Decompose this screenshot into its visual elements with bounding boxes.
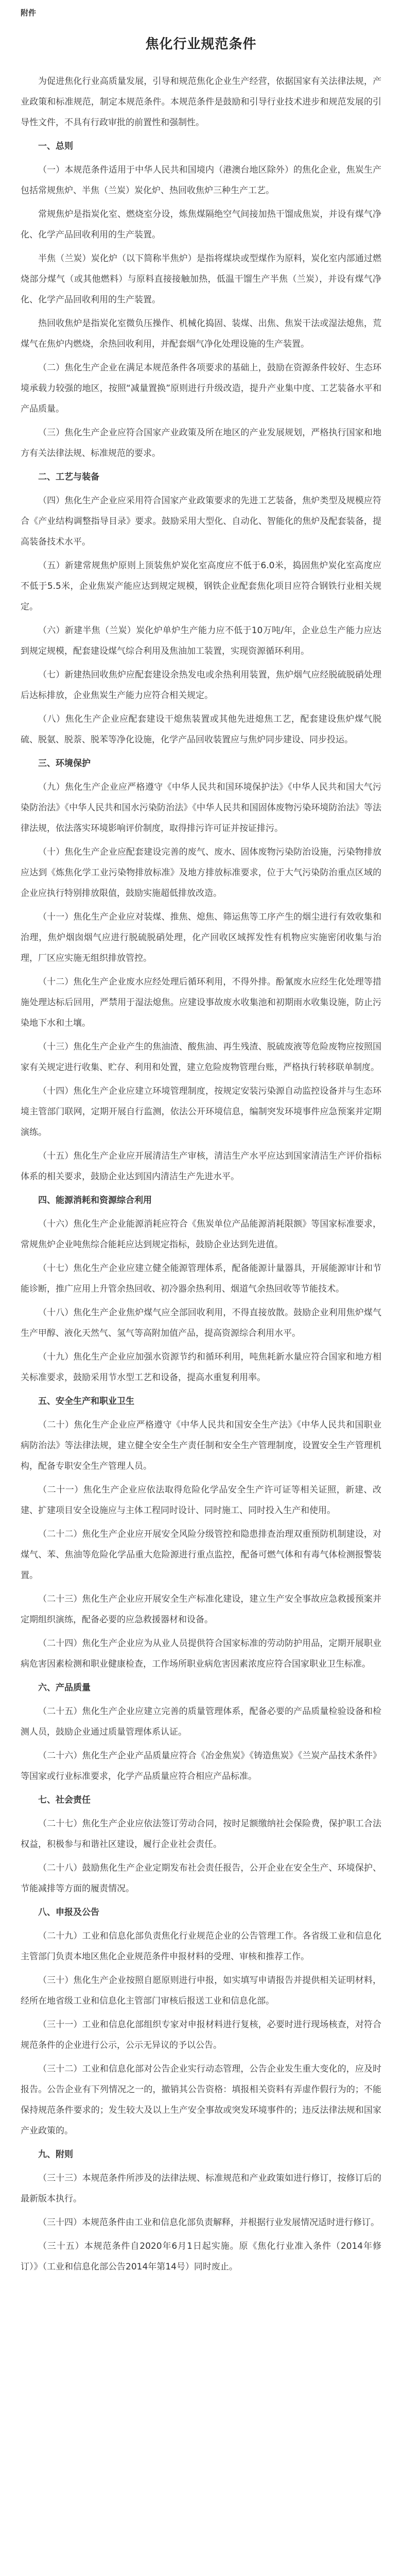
- paragraph: （十四）焦化生产企业应建立环境管理制度，按规定安装污染源自动监控设备并与生态环境主管部门联网，定期开展自行监测，依法公开环境信息，编制突发环境事件应急预案并定期演练。: [21, 1086, 381, 1138]
- paragraph: （三十）焦化生产企业按照自愿原则进行申报，如实填写申请报告并提供相关证明材料，经所在地省级工业和信息化主管部门审核后报送工业和信息化部。: [21, 1975, 381, 2006]
- section-heading: 六、产品质量: [38, 1683, 91, 1693]
- paragraph: （二十八）鼓励焦化生产企业定期发布社会责任报告，公开企业在安全生产、环境保护、节能减排等方面的履责情况。: [21, 1863, 381, 1894]
- paragraph: （七）新建热回收焦炉应配套建设余热发电或余热利用装置，焦炉烟气应经脱硫脱硝处理后达标排放，企业焦炭生产能力应符合相关规定。: [21, 670, 381, 701]
- paragraph: （六）新建半焦（兰炭）炭化炉单炉生产能力应不低于10万吨/年，企业总生产能力应达到规定规模，配套建设煤气综合利用及焦油加工装置，实现资源循环利用。: [21, 625, 381, 656]
- paragraph: （十）焦化生产企业应配套建设完善的废气、废水、固体废物污染防治设施，污染物排放应达到《炼焦化学工业污染物排放标准》及地方排放标准要求，位于大气污染防治重点区域的企业应执行特别排放限值，鼓励实施超低排放改造。: [21, 847, 381, 899]
- section-heading: 九、附则: [38, 2149, 73, 2160]
- document-body: [21, 71, 381, 2277]
- section-heading: 七、社会责任: [38, 1795, 91, 1805]
- paragraph: （三十二）工业和信息化部对公告企业实行动态管理，公告企业发生重大变化的，应及时报告。公告企业有下列情况之一的，撤销其公告资格：填报相关资料有弄虚作假行为的；不能保持规范条件要求的；发生较大及以上生产安全事故或突发环境事件的；违反法律法规和国家产业政策的。: [21, 2064, 381, 2136]
- paragraph: 半焦（兰炭）炭化炉（以下简称半焦炉）是指将煤块或型煤作为原料，炭化室内部通过燃烧部分煤气（或其他燃料）与原料直接接触加热，低温干馏生产半焦（兰炭），并设有煤气净化、化学产品回收利用的生产装置。: [21, 253, 381, 305]
- paragraph: （十六）焦化生产企业能源消耗应符合《焦炭单位产品能源消耗限额》等国家标准要求，常规焦炉企业吨焦综合能耗应达到规定指标，鼓励企业达到先进值。: [21, 1219, 381, 1250]
- paragraph: （四）焦化生产企业应采用符合国家产业政策要求的先进工艺装备，焦炉类型及规模应符合《产业结构调整指导目录》要求。鼓励采用大型化、自动化、智能化的焦炉及配套装备，提高装备技术水平。: [21, 496, 381, 547]
- paragraph: （二十四）焦化生产企业应为从业人员提供符合国家标准的劳动防护用品，定期开展职业病危害因素检测和职业健康检查，工作场所职业病危害因素浓度应符合国家职业卫生标准。: [21, 1638, 381, 1669]
- paragraph: （二十五）焦化生产企业应建立完善的质量管理体系，配备必要的产品质量检验设备和检测人员，鼓励企业通过质量管理体系认证。: [21, 1706, 381, 1737]
- paragraph: （二十七）焦化生产企业应依法签订劳动合同，按时足额缴纳社会保险费，保护职工合法权益，积极参与和谐社区建设，履行企业社会责任。: [21, 1819, 381, 1850]
- document-title: 焦化行业规范条件: [145, 37, 257, 52]
- paragraph: （三十三）本规范条件所涉及的法律法规、标准规范和产业政策如进行修订，按修订后的最新版本执行。: [21, 2173, 381, 2204]
- paragraph: （十一）焦化生产企业应对装煤、推焦、熄焦、筛运焦等工序产生的烟尘进行有效收集和治理，焦炉烟囱烟气应进行脱硫脱硝处理，化产回收区域挥发性有机物应实施密闭收集与治理，厂区应实施无组织排放管控。: [21, 912, 381, 963]
- section-heading: 四、能源消耗和资源综合利用: [38, 1195, 152, 1206]
- section-heading: 一、总则: [38, 141, 73, 151]
- paragraph: （二十九）工业和信息化部负责焦化行业规范企业的公告管理工作。各省级工业和信息化主管部门负责本地区焦化企业规范条件申报材料的受理、审核和推荐工作。: [21, 1931, 381, 1962]
- paragraph: （二十二）焦化生产企业应开展安全风险分级管控和隐患排查治理双重预防机制建设，对煤气、苯、焦油等危险化学品重大危险源进行重点监控，配备可燃气体和有毒气体检测报警装置。: [21, 1529, 381, 1581]
- section-heading: 八、申报及公告: [38, 1907, 99, 1918]
- paragraph: （十二）焦化生产企业废水应经处理后循环利用，不得外排。酚氰废水应经生化处理等措施处理达标后回用，严禁用于湿法熄焦。应建设事故废水收集池和初期雨水收集设施，防止污染地下水和土壤。: [21, 977, 381, 1028]
- paragraph: （三十五）本规范条件自2020年6月1日起实施。原《焦化行业准入条件（2014年修订）》（工业和信息化部公告2014年第14号）同时废止。: [21, 2241, 381, 2272]
- paragraph: （十七）焦化生产企业应建立健全能源管理体系，配备能源计量器具，开展能源审计和节能诊断，推广应用上升管余热回收、初冷器余热利用、烟道气余热回收等节能技术。: [21, 1263, 381, 1294]
- paragraph: （九）焦化生产企业应严格遵守《中华人民共和国环境保护法》《中华人民共和国大气污染防治法》《中华人民共和国水污染防治法》《中华人民共和国固体废物污染环境防治法》等法律法规，依法落实环境影响评价制度，取得排污许可证并按证排污。: [21, 782, 381, 834]
- paragraph: （二十）焦化生产企业应严格遵守《中华人民共和国安全生产法》《中华人民共和国职业病防治法》等法律法规，建立健全安全生产责任制和安全生产管理制度，设置安全生产管理机构，配备专职安全生产管理人员。: [21, 1420, 381, 1471]
- paragraph: （二十六）焦化生产企业产品质量应符合《冶金焦炭》《铸造焦炭》《兰炭产品技术条件》等国家或行业标准要求，化学产品质量应符合相应产品标准。: [21, 1751, 381, 1782]
- paragraph: 为促进焦化行业高质量发展，引导和规范焦化企业生产经营，依据国家有关法律法规，产业政策和标准规范，制定本规范条件。本规范条件是鼓励和引导行业技术进步和规范发展的引导性文件，不具有行政审批的前置性和强制性。: [21, 76, 381, 128]
- paragraph: （十三）焦化生产企业产生的焦油渣、酸焦油、再生残渣、脱硫废液等危险废物应按照国家有关规定进行收集、贮存、利用和处置，建立危险废物管理台账，严格执行转移联单制度。: [21, 1042, 381, 1073]
- section-heading: 二、工艺与装备: [38, 472, 99, 482]
- paragraph: （二十三）焦化生产企业应开展安全生产标准化建设，建立生产安全事故应急救援预案并定期组织演练，配备必要的应急救援器材和设备。: [21, 1594, 381, 1625]
- paragraph: （八）焦化生产企业应配套建设干熄焦装置或其他先进熄焦工艺，配套建设焦炉煤气脱硫、脱氨、脱萘、脱苯等净化设施，化学产品回收装置应与焦炉同步建设、同步投运。: [21, 714, 381, 745]
- section-heading: 五、安全生产和职业卫生: [38, 1396, 134, 1406]
- paragraph: （三十四）本规范条件由工业和信息化部负责解释，并根据行业发展情况适时进行修订。: [38, 2217, 379, 2228]
- paragraph: （三）焦化生产企业应符合国家产业政策及所在地区的产业发展规划，严格执行国家和地方有关法律法规、标准规范的要求。: [21, 428, 381, 459]
- paragraph: （三十一）工业和信息化部组织专家对申报材料进行复核，必要时进行现场核查，对符合规范条件的企业进行公示，公示无异议的予以公告。: [21, 2020, 381, 2050]
- section-heading: 三、环境保护: [38, 758, 91, 769]
- paragraph: （二）焦化生产企业在满足本规范条件各项要求的基础上，鼓励在资源条件较好、生态环境承载力较强的地区，按照“减量置换”原则进行升级改造，提升产业集中度、工艺装备水平和产品质量。: [21, 363, 381, 414]
- paragraph: （十八）焦化生产企业焦炉煤气应全部回收利用，不得直接放散。鼓励企业利用焦炉煤气生产甲醇、液化天然气、氢气等高附加值产品，提高资源综合利用水平。: [21, 1308, 381, 1338]
- paragraph: （二十一）焦化生产企业应依法取得危险化学品安全生产许可证等相关证照，新建、改建、扩建项目安全设施应与主体工程同时设计、同时施工、同时投入生产和使用。: [21, 1485, 381, 1516]
- paragraph: （十九）焦化生产企业应加强水资源节约和循环利用，吨焦耗新水量应符合国家和地方相关标准要求，鼓励采用节水型工艺和设备，提高水重复利用率。: [21, 1352, 381, 1383]
- paragraph: （一）本规范条件适用于中华人民共和国境内（港澳台地区除外）的焦化企业，焦炭生产包括常规焦炉、半焦（兰炭）炭化炉、热回收焦炉三种生产工艺。: [21, 165, 381, 196]
- paragraph: （十五）焦化生产企业应开展清洁生产审核，清洁生产水平应达到国家清洁生产评价指标体系的相关要求，鼓励企业达到国内清洁生产先进水平。: [21, 1151, 381, 1182]
- paragraph: （五）新建常规焦炉原则上顶装焦炉炭化室高度应不低于6.0米，捣固焦炉炭化室高度应不低于5.5米，企业焦炭产能应达到规定规模，钢铁企业配套焦化项目应符合钢铁行业相关规定。: [21, 561, 381, 612]
- paragraph: 热回收焦炉是指炭化室微负压操作、机械化捣固、装煤、出焦、焦炭干法或湿法熄焦，荒煤气在焦炉内燃烧，余热回收利用，并配套烟气净化处理设施的生产装置。: [21, 318, 381, 349]
- attachment-label: 附件: [21, 8, 37, 18]
- paragraph: 常规焦炉是指炭化室、燃烧室分设，炼焦煤隔绝空气间接加热干馏成焦炭，并设有煤气净化、化学产品回收利用的生产装置。: [21, 209, 381, 240]
